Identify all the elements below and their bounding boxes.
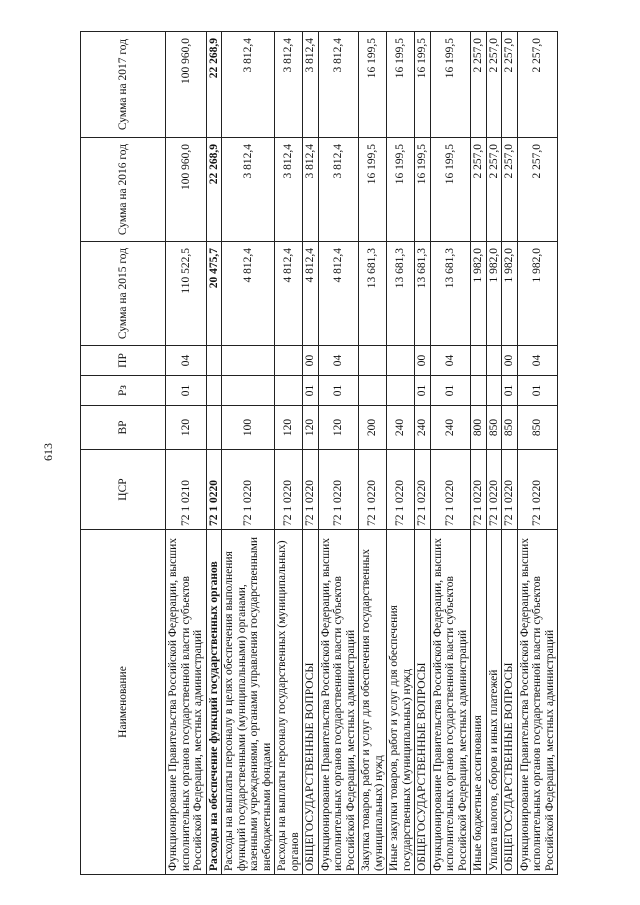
header-sum-2017: Сумма на 2017 год xyxy=(81,32,166,138)
cell-rz xyxy=(471,376,487,406)
cell-sum-2015: 4 812,4 xyxy=(318,242,359,346)
cell-sum-2016: 16 199,5 xyxy=(430,138,471,242)
cell-sum-2017: 16 199,5 xyxy=(387,32,415,138)
cell-vr: 240 xyxy=(415,406,431,450)
table-row xyxy=(303,32,319,875)
cell-sum-2016: 3 812,4 xyxy=(222,138,275,242)
cell-rz: 01 xyxy=(430,376,471,406)
cell-csr: 72 1 0220 xyxy=(486,450,502,530)
table-header-row xyxy=(81,32,166,875)
cell-pr: 04 xyxy=(318,346,359,376)
cell-sum-2015: 13 681,3 xyxy=(359,242,387,346)
cell-sum-2016: 2 257,0 xyxy=(502,138,518,242)
cell-pr: 00 xyxy=(502,346,518,376)
cell-rz xyxy=(275,376,303,406)
table-row xyxy=(471,32,487,875)
header-sum-2016: Сумма на 2016 год xyxy=(81,138,166,242)
cell-sum-2017: 2 257,0 xyxy=(471,32,487,138)
header-csr: ЦСР xyxy=(81,450,166,530)
cell-csr: 72 1 0220 xyxy=(303,450,319,530)
cell-rz: 01 xyxy=(517,376,558,406)
header-pr: ПР xyxy=(81,346,166,376)
cell-name: ОБЩЕГОСУДАРСТВЕННЫЕ ВОПРОСЫ xyxy=(502,530,518,875)
cell-sum-2017: 16 199,5 xyxy=(359,32,387,138)
table-row xyxy=(166,32,207,875)
cell-sum-2015: 110 522,5 xyxy=(166,242,207,346)
cell-sum-2017: 2 257,0 xyxy=(502,32,518,138)
cell-sum-2017: 100 960,0 xyxy=(166,32,207,138)
cell-csr: 72 1 0220 xyxy=(359,450,387,530)
cell-pr: 00 xyxy=(303,346,319,376)
cell-name: Уплата налогов, сборов и иных платежей xyxy=(486,530,502,875)
cell-vr xyxy=(206,406,222,450)
cell-sum-2016: 100 960,0 xyxy=(166,138,207,242)
cell-csr: 72 1 0220 xyxy=(318,450,359,530)
cell-name: Расходы на выплаты персоналу в целях обеспечения выполнения функций государственными (муниципальными) органами, казенными учреждениями, органами управления государственными внебюджетными фондами xyxy=(222,530,275,875)
cell-name: Закупка товаров, работ и услуг для обеспечения государственных (муниципальных) нужд xyxy=(359,530,387,875)
cell-pr xyxy=(387,346,415,376)
cell-sum-2016: 3 812,4 xyxy=(303,138,319,242)
cell-vr: 200 xyxy=(359,406,387,450)
cell-pr xyxy=(486,346,502,376)
cell-rz xyxy=(359,376,387,406)
cell-name: Расходы на выплаты персоналу государственных (муниципальных) органов xyxy=(275,530,303,875)
cell-vr: 850 xyxy=(502,406,518,450)
cell-csr: 72 1 0220 xyxy=(206,450,222,530)
cell-csr: 72 1 0220 xyxy=(502,450,518,530)
cell-vr: 240 xyxy=(387,406,415,450)
table-row xyxy=(275,32,303,875)
table-row xyxy=(206,32,222,875)
cell-pr: 00 xyxy=(415,346,431,376)
cell-sum-2017: 2 257,0 xyxy=(486,32,502,138)
cell-csr: 72 1 0220 xyxy=(471,450,487,530)
cell-rz: 01 xyxy=(502,376,518,406)
cell-pr xyxy=(206,346,222,376)
cell-sum-2015: 13 681,3 xyxy=(415,242,431,346)
table-row xyxy=(359,32,387,875)
header-rz: Рз xyxy=(81,376,166,406)
cell-sum-2015: 1 982,0 xyxy=(502,242,518,346)
cell-sum-2016: 2 257,0 xyxy=(486,138,502,242)
table-body xyxy=(166,32,558,875)
table-row xyxy=(387,32,415,875)
cell-rz xyxy=(222,376,275,406)
cell-vr: 850 xyxy=(486,406,502,450)
cell-sum-2017: 22 268,9 xyxy=(206,32,222,138)
cell-sum-2015: 1 982,0 xyxy=(486,242,502,346)
cell-sum-2016: 16 199,5 xyxy=(415,138,431,242)
cell-name: Иные бюджетные ассигнования xyxy=(471,530,487,875)
cell-rz: 01 xyxy=(166,376,207,406)
cell-sum-2017: 3 812,4 xyxy=(318,32,359,138)
cell-rz xyxy=(486,376,502,406)
cell-sum-2017: 3 812,4 xyxy=(222,32,275,138)
cell-sum-2017: 16 199,5 xyxy=(430,32,471,138)
cell-pr: 04 xyxy=(166,346,207,376)
budget-table xyxy=(80,31,558,875)
cell-sum-2016: 22 268,9 xyxy=(206,138,222,242)
cell-sum-2016: 2 257,0 xyxy=(517,138,558,242)
page-number: 613 xyxy=(41,443,55,461)
cell-csr: 72 1 0220 xyxy=(415,450,431,530)
cell-vr: 800 xyxy=(471,406,487,450)
cell-rz xyxy=(206,376,222,406)
cell-sum-2015: 1 982,0 xyxy=(517,242,558,346)
table-row xyxy=(502,32,518,875)
cell-csr: 72 1 0220 xyxy=(222,450,275,530)
cell-rz: 01 xyxy=(318,376,359,406)
table-row xyxy=(430,32,471,875)
table-row xyxy=(486,32,502,875)
cell-sum-2015: 13 681,3 xyxy=(430,242,471,346)
cell-pr xyxy=(275,346,303,376)
cell-sum-2017: 3 812,4 xyxy=(303,32,319,138)
cell-rz: 01 xyxy=(415,376,431,406)
cell-sum-2016: 16 199,5 xyxy=(359,138,387,242)
table-row xyxy=(222,32,275,875)
cell-vr: 240 xyxy=(430,406,471,450)
cell-sum-2016: 16 199,5 xyxy=(387,138,415,242)
cell-csr: 72 1 0220 xyxy=(275,450,303,530)
cell-rz xyxy=(387,376,415,406)
cell-csr: 72 1 0220 xyxy=(430,450,471,530)
cell-vr: 120 xyxy=(318,406,359,450)
cell-pr: 04 xyxy=(430,346,471,376)
cell-vr: 120 xyxy=(303,406,319,450)
cell-vr: 120 xyxy=(275,406,303,450)
cell-name: ОБЩЕГОСУДАРСТВЕННЫЕ ВОПРОСЫ xyxy=(415,530,431,875)
cell-pr xyxy=(359,346,387,376)
cell-name: Иные закупки товаров, работ и услуг для обеспечения государственных (муниципальных) нужд xyxy=(387,530,415,875)
cell-csr: 72 1 0220 xyxy=(517,450,558,530)
cell-pr: 04 xyxy=(517,346,558,376)
cell-sum-2015: 1 982,0 xyxy=(471,242,487,346)
cell-sum-2016: 2 257,0 xyxy=(471,138,487,242)
budget-table-sheet xyxy=(80,32,580,875)
cell-sum-2016: 3 812,4 xyxy=(275,138,303,242)
cell-rz: 01 xyxy=(303,376,319,406)
cell-name: Функционирование Правительства Российской Федерации, высших исполнительных органов государственной власти субъектов Российской Федерации, местных администраций xyxy=(430,530,471,875)
header-name: Наименование xyxy=(81,530,166,875)
cell-pr xyxy=(471,346,487,376)
cell-csr: 72 1 0210 xyxy=(166,450,207,530)
rotated-page xyxy=(80,32,580,875)
table-row xyxy=(318,32,359,875)
cell-sum-2015: 20 475,7 xyxy=(206,242,222,346)
cell-vr: 120 xyxy=(166,406,207,450)
cell-sum-2016: 3 812,4 xyxy=(318,138,359,242)
cell-sum-2015: 4 812,4 xyxy=(303,242,319,346)
cell-sum-2015: 13 681,3 xyxy=(387,242,415,346)
cell-sum-2015: 4 812,4 xyxy=(222,242,275,346)
cell-sum-2015: 4 812,4 xyxy=(275,242,303,346)
cell-name: ОБЩЕГОСУДАРСТВЕННЫЕ ВОПРОСЫ xyxy=(303,530,319,875)
cell-name: Функционирование Правительства Российской Федерации, высших исполнительных органов государственной власти субъектов Российской Федерации, местных администраций xyxy=(318,530,359,875)
header-vr: ВР xyxy=(81,406,166,450)
cell-vr: 100 xyxy=(222,406,275,450)
cell-sum-2017: 3 812,4 xyxy=(275,32,303,138)
table-row xyxy=(415,32,431,875)
header-sum-2015: Сумма на 2015 год xyxy=(81,242,166,346)
cell-pr xyxy=(222,346,275,376)
table-row xyxy=(517,32,558,875)
cell-csr: 72 1 0220 xyxy=(387,450,415,530)
cell-sum-2017: 16 199,5 xyxy=(415,32,431,138)
cell-sum-2017: 2 257,0 xyxy=(517,32,558,138)
cell-name: Функционирование Правительства Российской Федерации, высших исполнительных органов государственной власти субъектов Российской Федерации, местных администраций xyxy=(166,530,207,875)
cell-name: Функционирование Правительства Российской Федерации, высших исполнительных органов государственной власти субъектов Российской Федерации, местных администраций xyxy=(517,530,558,875)
cell-name: Расходы на обеспечение функций государственных органов xyxy=(206,530,222,875)
cell-vr: 850 xyxy=(517,406,558,450)
